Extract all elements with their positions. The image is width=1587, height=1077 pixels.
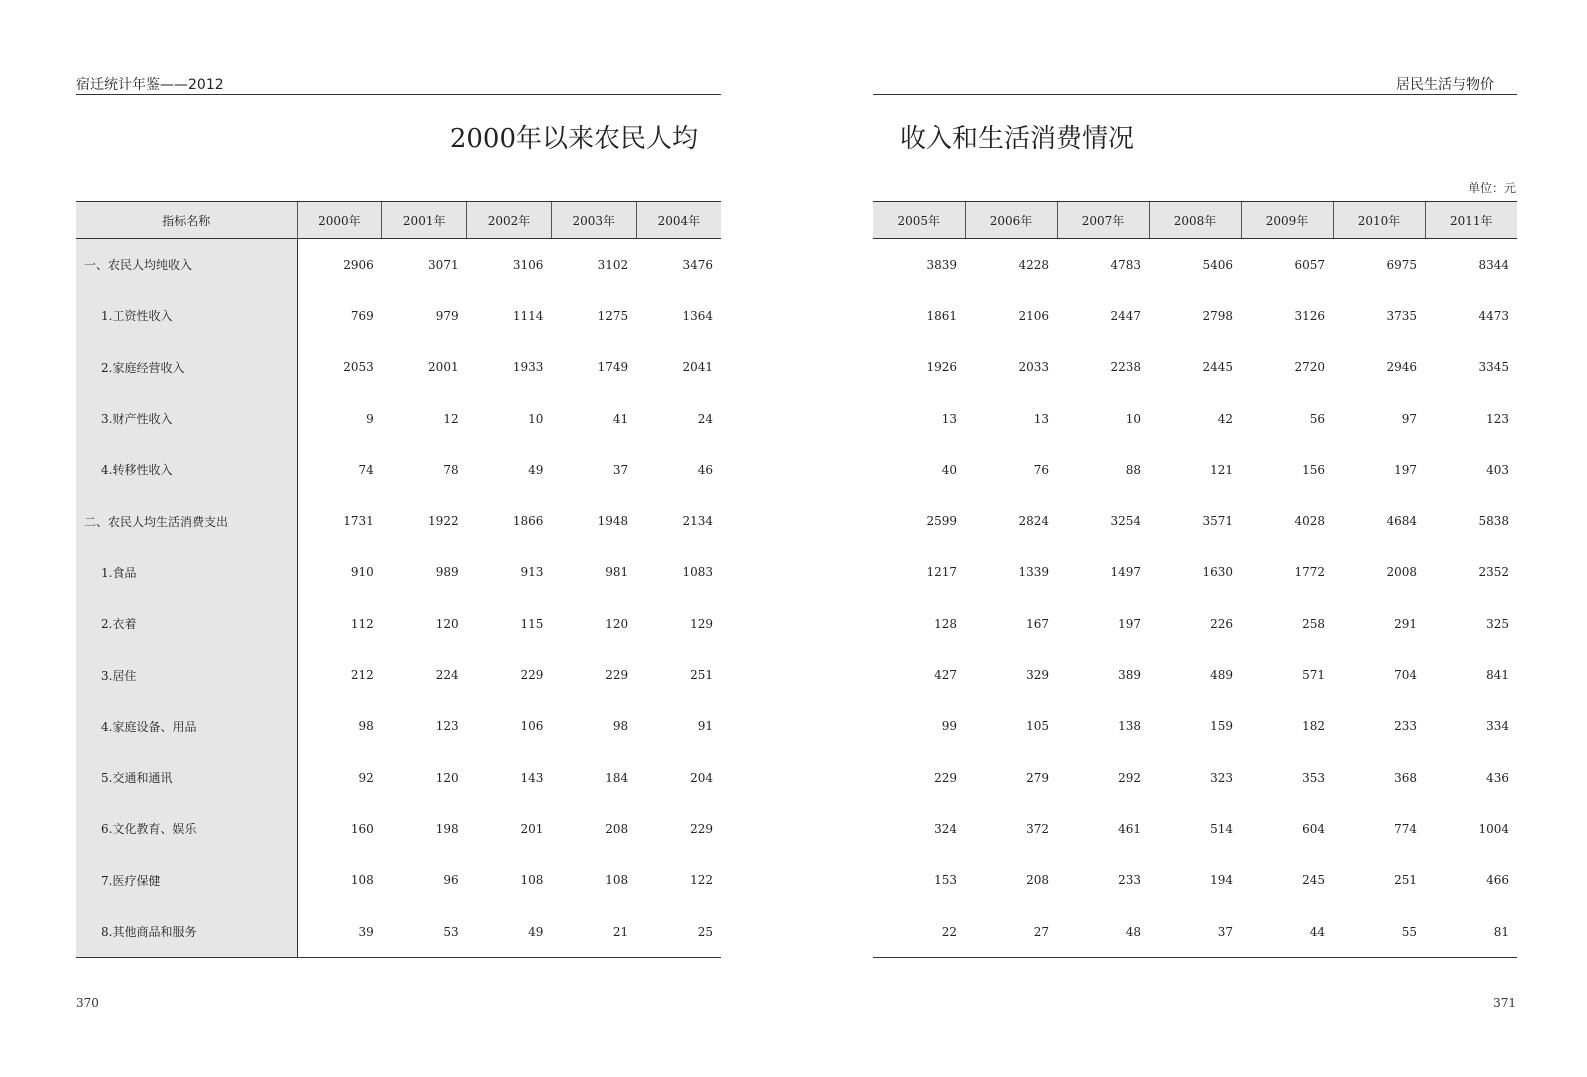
table-row	[76, 547, 721, 598]
value-cell: 99	[941, 719, 957, 734]
table-row	[76, 855, 721, 906]
value-cell: 56	[1309, 411, 1325, 426]
column-header-year: 2011年	[1425, 202, 1517, 239]
table-row	[76, 752, 721, 803]
value-cell: 115	[520, 616, 544, 631]
value-cell: 389	[1118, 668, 1141, 683]
value-cell: 123	[1486, 411, 1509, 426]
value-cell: 37	[612, 462, 629, 477]
value-cell: 153	[934, 873, 957, 888]
table-row	[873, 855, 1517, 906]
table-row	[873, 701, 1517, 752]
value-cell: 10	[528, 411, 544, 426]
value-cell: 81	[1425, 906, 1517, 958]
value-cell: 368	[1394, 770, 1417, 785]
value-cell: 229	[605, 668, 629, 683]
table-row	[76, 598, 721, 649]
column-header-year: 2006年	[965, 202, 1057, 239]
value-cell: 49	[467, 906, 552, 958]
value-cell: 1731	[343, 514, 374, 529]
value-cell: 461	[1118, 821, 1141, 836]
value-cell: 201	[520, 821, 544, 836]
column-header-year: 2003年	[551, 202, 636, 239]
value-cell: 204	[690, 770, 713, 785]
value-cell: 1749	[597, 360, 629, 375]
value-cell: 1772	[1294, 565, 1325, 580]
column-header-name: 指标名称	[76, 202, 297, 239]
table-row	[76, 290, 721, 341]
value-cell: 229	[690, 821, 713, 836]
value-cell: 981	[605, 565, 629, 580]
value-cell: 160	[350, 821, 374, 836]
row-label: 3.财产性收入	[76, 393, 297, 444]
value-cell: 2599	[926, 514, 957, 529]
table-row	[76, 803, 721, 854]
table-row	[873, 239, 1517, 291]
value-cell: 1083	[682, 565, 713, 580]
value-cell: 1866	[512, 514, 544, 529]
value-cell: 88	[1125, 462, 1141, 477]
value-cell: 514	[1210, 821, 1233, 836]
value-cell: 2352	[1478, 565, 1509, 580]
value-cell: 3571	[1202, 514, 1233, 529]
value-cell: 2033	[1018, 360, 1049, 375]
table-row	[76, 495, 721, 546]
row-label: 5.交通和通讯	[76, 752, 297, 803]
table-row	[76, 444, 721, 495]
header-rule-right	[873, 94, 1517, 95]
column-header-year: 2009年	[1241, 202, 1333, 239]
value-cell: 910	[350, 565, 374, 580]
value-cell: 2720	[1294, 360, 1325, 375]
value-cell: 1217	[926, 565, 957, 580]
table-row	[873, 342, 1517, 393]
column-header-year: 2004年	[636, 202, 721, 239]
row-label: 4.转移性收入	[76, 444, 297, 495]
value-cell: 138	[1118, 719, 1141, 734]
value-cell: 3476	[682, 257, 713, 272]
value-cell: 12	[443, 411, 459, 426]
value-cell: 251	[690, 668, 713, 683]
value-cell: 2906	[343, 257, 374, 272]
value-cell: 774	[1394, 821, 1417, 836]
value-cell: 74	[358, 462, 374, 477]
value-cell: 1114	[512, 308, 544, 323]
value-cell: 1922	[428, 514, 459, 529]
value-cell: 208	[605, 821, 629, 836]
value-cell: 5838	[1478, 514, 1509, 529]
table-row	[873, 547, 1517, 598]
value-cell: 2008	[1386, 565, 1417, 580]
value-cell: 3106	[512, 257, 544, 272]
value-cell: 1497	[1110, 565, 1141, 580]
table-row	[76, 342, 721, 393]
table-row	[873, 649, 1517, 700]
running-header-right: 居民生活与物价	[1396, 77, 1494, 93]
value-cell: 372	[1026, 821, 1049, 836]
table-row	[873, 290, 1517, 341]
value-cell: 291	[1394, 616, 1417, 631]
page-number-left: 370	[76, 996, 99, 1010]
column-header-year: 2007年	[1057, 202, 1149, 239]
value-cell: 3102	[597, 257, 629, 272]
value-cell: 10	[1125, 411, 1141, 426]
value-cell: 2106	[1018, 308, 1049, 323]
value-cell: 4028	[1294, 514, 1325, 529]
value-cell: 2445	[1202, 360, 1233, 375]
value-cell: 27	[965, 906, 1057, 958]
row-label: 1.工资性收入	[76, 290, 297, 341]
table-header-row	[873, 202, 1517, 239]
value-cell: 3254	[1110, 514, 1141, 529]
value-cell: 25	[636, 906, 721, 958]
row-label: 一、农民人均纯收入	[76, 239, 297, 291]
value-cell: 1275	[597, 308, 629, 323]
value-cell: 5406	[1202, 257, 1233, 272]
value-cell: 436	[1486, 770, 1509, 785]
row-label: 4.家庭设备、用品	[76, 701, 297, 752]
value-cell: 571	[1302, 668, 1325, 683]
value-cell: 489	[1210, 668, 1233, 683]
value-cell: 4783	[1110, 257, 1141, 272]
value-cell: 251	[1394, 873, 1417, 888]
value-cell: 2134	[682, 514, 713, 529]
running-header-left: 宿迁统计年鉴——2012	[76, 77, 224, 93]
value-cell: 1004	[1478, 821, 1509, 836]
value-cell: 49	[528, 462, 544, 477]
value-cell: 6057	[1294, 257, 1325, 272]
value-cell: 108	[605, 873, 629, 888]
value-cell: 22	[873, 906, 965, 958]
value-cell: 3071	[428, 257, 459, 272]
value-cell: 279	[1026, 770, 1049, 785]
value-cell: 6975	[1386, 257, 1417, 272]
value-cell: 2001	[428, 360, 459, 375]
value-cell: 121	[1210, 462, 1233, 477]
value-cell: 184	[605, 770, 629, 785]
value-cell: 39	[297, 906, 382, 958]
value-cell: 53	[382, 906, 467, 958]
value-cell: 769	[350, 308, 374, 323]
value-cell: 2946	[1386, 360, 1417, 375]
value-cell: 120	[435, 616, 459, 631]
row-label: 2.衣着	[76, 598, 297, 649]
value-cell: 13	[1033, 411, 1049, 426]
value-cell: 42	[1217, 411, 1233, 426]
value-cell: 123	[435, 719, 459, 734]
value-cell: 1630	[1202, 565, 1233, 580]
value-cell: 46	[697, 462, 713, 477]
value-cell: 156	[1302, 462, 1325, 477]
value-cell: 55	[1333, 906, 1425, 958]
value-cell: 105	[1026, 719, 1049, 734]
value-cell: 229	[934, 770, 957, 785]
value-cell: 120	[435, 770, 459, 785]
value-cell: 108	[350, 873, 374, 888]
value-cell: 167	[1026, 616, 1049, 631]
column-header-year: 2010年	[1333, 202, 1425, 239]
row-label: 6.文化教育、娱乐	[76, 803, 297, 854]
value-cell: 197	[1394, 462, 1417, 477]
value-cell: 198	[435, 821, 459, 836]
value-cell: 159	[1210, 719, 1233, 734]
value-cell: 78	[443, 462, 459, 477]
table-row	[76, 393, 721, 444]
value-cell: 3126	[1294, 308, 1325, 323]
table-row	[76, 239, 721, 291]
value-cell: 325	[1486, 616, 1509, 631]
value-cell: 4684	[1386, 514, 1417, 529]
value-cell: 1861	[926, 308, 957, 323]
value-cell: 323	[1210, 770, 1233, 785]
value-cell: 24	[697, 411, 713, 426]
table-header-row	[76, 202, 721, 239]
value-cell: 76	[1033, 462, 1049, 477]
column-header-year: 2008年	[1149, 202, 1241, 239]
table-row	[873, 495, 1517, 546]
value-cell: 143	[520, 770, 544, 785]
value-cell: 403	[1486, 462, 1509, 477]
value-cell: 224	[435, 668, 459, 683]
table-title-right-part: 收入和生活消费情况	[900, 124, 1135, 154]
column-header-year: 2005年	[873, 202, 965, 239]
row-label: 1.食品	[76, 547, 297, 598]
value-cell: 258	[1302, 616, 1325, 631]
value-cell: 2041	[682, 360, 713, 375]
value-cell: 194	[1210, 873, 1233, 888]
value-cell: 182	[1302, 719, 1325, 734]
value-cell: 122	[690, 873, 713, 888]
table-row	[873, 906, 1517, 958]
value-cell: 128	[934, 616, 957, 631]
value-cell: 9	[366, 411, 374, 426]
value-cell: 2447	[1110, 308, 1141, 323]
value-cell: 3735	[1386, 308, 1417, 323]
table-row	[76, 701, 721, 752]
value-cell: 98	[612, 719, 629, 734]
table-row	[873, 598, 1517, 649]
value-cell: 2053	[343, 360, 374, 375]
value-cell: 96	[443, 873, 459, 888]
page-number-right: 371	[1493, 996, 1516, 1010]
value-cell: 226	[1210, 616, 1233, 631]
value-cell: 97	[1401, 411, 1417, 426]
value-cell: 979	[435, 308, 459, 323]
value-cell: 13	[941, 411, 957, 426]
value-cell: 91	[697, 719, 713, 734]
value-cell: 245	[1302, 873, 1325, 888]
data-table-right	[873, 201, 1517, 958]
value-cell: 120	[605, 616, 629, 631]
value-cell: 44	[1241, 906, 1333, 958]
row-label: 8.其他商品和服务	[76, 906, 297, 958]
value-cell: 112	[350, 616, 374, 631]
value-cell: 108	[520, 873, 544, 888]
row-label: 二、农民人均生活消费支出	[76, 495, 297, 546]
value-cell: 466	[1486, 873, 1509, 888]
table-title-left-part: 2000年以来农民人均	[449, 124, 698, 154]
data-table-left	[76, 201, 721, 958]
value-cell: 208	[1026, 873, 1049, 888]
value-cell: 334	[1486, 719, 1509, 734]
value-cell: 3839	[926, 257, 957, 272]
column-header-year: 2000年	[297, 202, 382, 239]
unit-label: 单位：元	[1467, 181, 1516, 195]
row-label: 2.家庭经营收入	[76, 342, 297, 393]
value-cell: 324	[934, 821, 957, 836]
value-cell: 989	[435, 565, 459, 580]
value-cell: 4228	[1018, 257, 1049, 272]
value-cell: 2824	[1018, 514, 1049, 529]
value-cell: 1364	[682, 308, 713, 323]
value-cell: 106	[520, 719, 544, 734]
value-cell: 292	[1118, 770, 1141, 785]
value-cell: 129	[690, 616, 713, 631]
value-cell: 604	[1302, 821, 1325, 836]
header-rule-left	[76, 94, 721, 95]
value-cell: 92	[358, 770, 374, 785]
value-cell: 1926	[926, 360, 957, 375]
table-row	[76, 906, 721, 958]
value-cell: 212	[350, 668, 374, 683]
table-row	[873, 444, 1517, 495]
value-cell: 21	[551, 906, 636, 958]
value-cell: 1933	[512, 360, 544, 375]
value-cell: 233	[1394, 719, 1417, 734]
value-cell: 704	[1394, 668, 1417, 683]
value-cell: 2238	[1110, 360, 1141, 375]
column-header-year: 2002年	[467, 202, 552, 239]
value-cell: 913	[520, 565, 544, 580]
value-cell: 98	[358, 719, 374, 734]
table-row	[873, 803, 1517, 854]
value-cell: 229	[520, 668, 544, 683]
row-label: 7.医疗保健	[76, 855, 297, 906]
value-cell: 427	[934, 668, 957, 683]
value-cell: 8344	[1478, 257, 1509, 272]
value-cell: 1339	[1018, 565, 1049, 580]
value-cell: 1948	[597, 514, 629, 529]
value-cell: 37	[1149, 906, 1241, 958]
value-cell: 841	[1486, 668, 1509, 683]
value-cell: 2798	[1202, 308, 1233, 323]
column-header-year: 2001年	[382, 202, 467, 239]
table-row	[76, 649, 721, 700]
value-cell: 3345	[1478, 360, 1509, 375]
value-cell: 40	[941, 462, 957, 477]
row-label: 3.居住	[76, 649, 297, 700]
table-row	[873, 393, 1517, 444]
value-cell: 197	[1118, 616, 1141, 631]
value-cell: 41	[612, 411, 629, 426]
value-cell: 4473	[1478, 308, 1509, 323]
table-row	[873, 752, 1517, 803]
value-cell: 329	[1026, 668, 1049, 683]
value-cell: 48	[1057, 906, 1149, 958]
value-cell: 233	[1118, 873, 1141, 888]
value-cell: 353	[1302, 770, 1325, 785]
